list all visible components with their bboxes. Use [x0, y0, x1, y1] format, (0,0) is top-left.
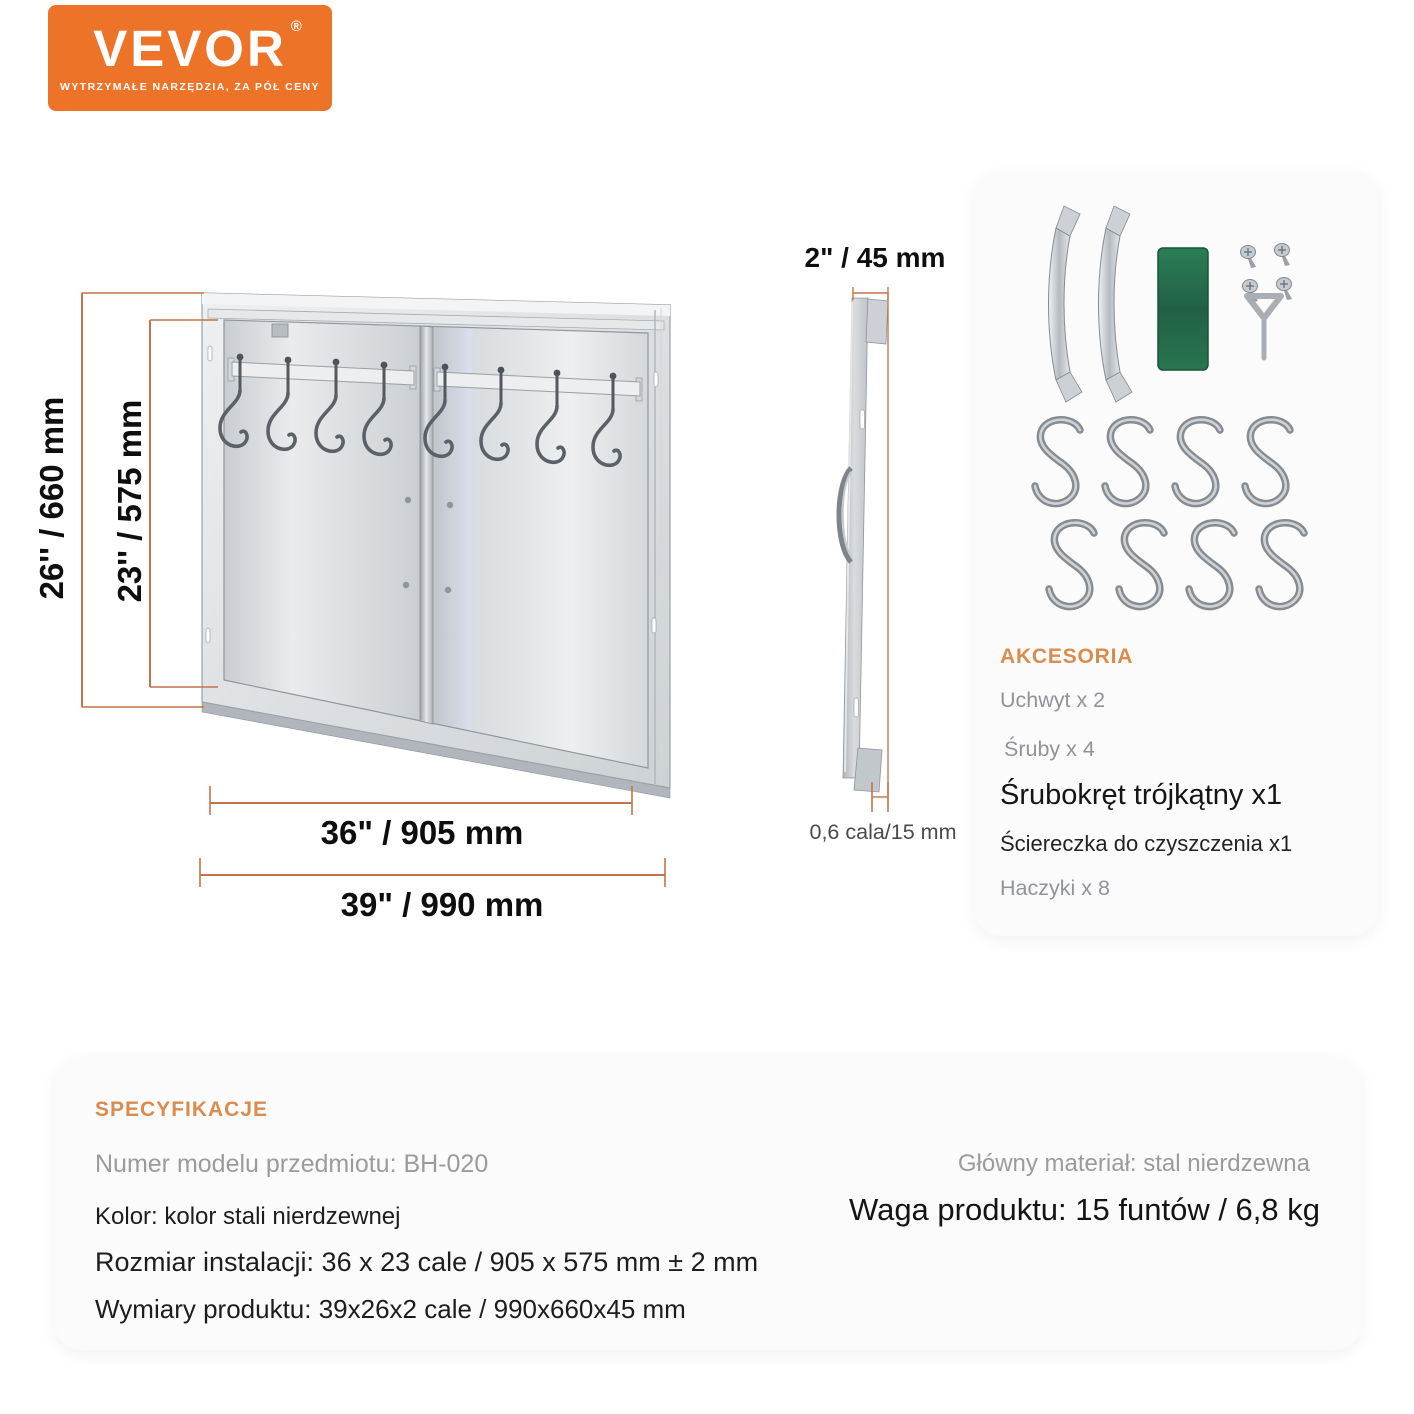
dim-inner-height: 23'' / 575 mm	[111, 399, 148, 603]
s-hook-icon	[364, 362, 391, 455]
hook-rail	[228, 358, 642, 401]
door-side-view	[839, 298, 888, 792]
s-hook-icon	[537, 370, 564, 463]
specs-header: SPECYFIKACJE	[95, 1098, 269, 1121]
vevor-logo	[48, 5, 332, 111]
s-hook-icon	[268, 357, 295, 450]
dim-outer-height: 26'' / 660 mm	[33, 396, 70, 600]
brand-wordmark: VEVOR ®	[93, 18, 305, 77]
spec-color: Kolor: kolor stali nierdzewnej	[95, 1203, 401, 1230]
spec-model: Numer modelu przedmiotu: BH-020	[95, 1150, 489, 1178]
accessories-panel	[975, 172, 1378, 936]
spec-weight: Waga produktu: 15 funtów / 6,8 kg	[848, 1192, 1320, 1227]
accessory-item-cloth: Ściereczka do czyszczenia x1	[1000, 831, 1293, 856]
dim-outer-width: 39" / 990 mm	[340, 886, 544, 923]
brand-tagline: WYTRZYMAŁE NARZĘDZIA, ZA PÓŁ CENY	[60, 81, 320, 93]
spec-product-size: Wymiary produktu: 39x26x2 cale / 990x660x45 mm	[95, 1294, 686, 1324]
dim-flange-depth: 0,6 cala/15 mm	[809, 820, 957, 844]
accessory-item-hooks: Haczyki x 8	[1000, 876, 1110, 900]
accessories-header: AKCESORIA	[1000, 645, 1134, 668]
accessory-item-screwdriver: Śrubokręt trójkątny x1	[1000, 779, 1283, 811]
dimension-lines	[82, 287, 888, 887]
dim-depth: 2" / 45 mm	[804, 242, 946, 273]
spec-material: Główny materiał: stal nierdzewna	[957, 1150, 1310, 1177]
spec-install-size: Rozmiar instalacji: 36 x 23 cale / 905 x 575 mm ± 2 mm	[95, 1247, 759, 1277]
dim-inner-width: 36" / 905 mm	[320, 814, 524, 851]
accessory-item-screws: Śruby x 4	[1004, 737, 1095, 761]
accessory-item-handles: Uchwyt x 2	[1000, 688, 1106, 712]
s-hook-icon	[316, 359, 343, 452]
s-hook-icon	[425, 364, 452, 457]
door-front-view	[202, 293, 670, 798]
registered-mark: ®	[290, 18, 305, 35]
s-hook-icon	[220, 354, 247, 447]
s-hook-icon	[593, 373, 620, 466]
s-hook-icon	[481, 367, 508, 460]
